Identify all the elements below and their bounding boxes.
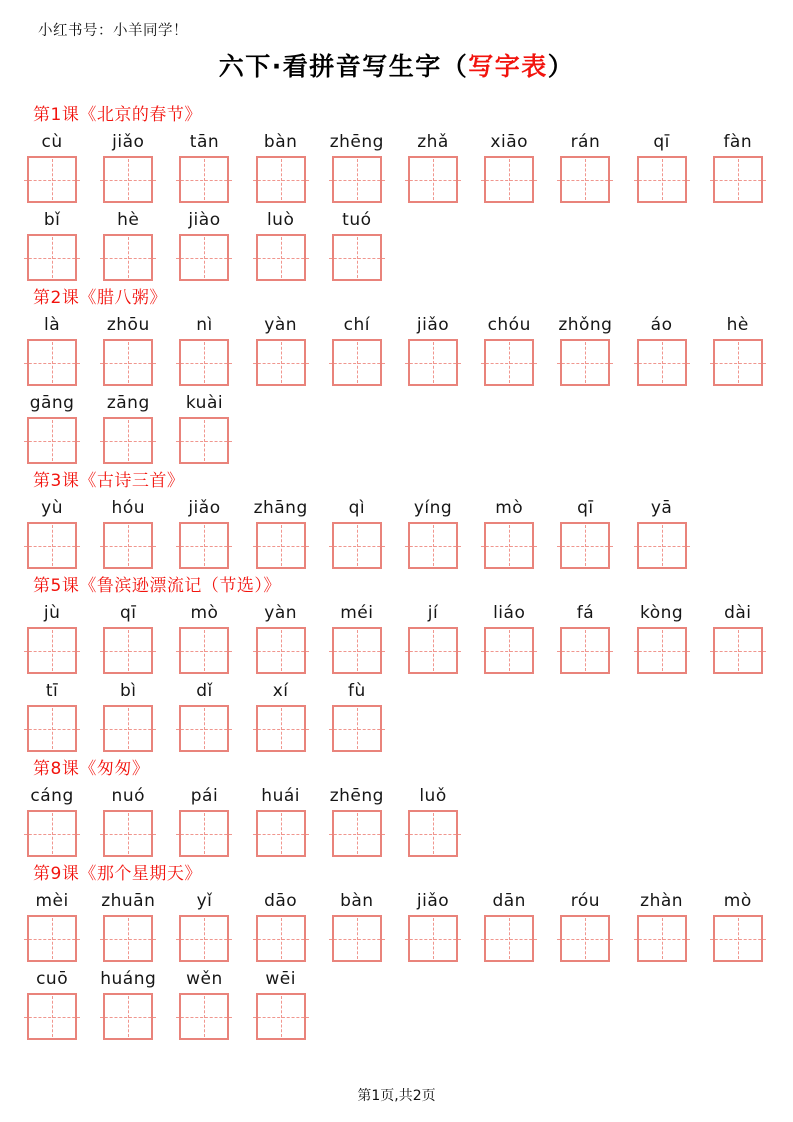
pinyin-label: xí bbox=[272, 681, 289, 701]
pinyin-cell bbox=[547, 603, 623, 674]
char-row bbox=[0, 132, 793, 203]
writing-practice-box bbox=[256, 993, 306, 1040]
char-row bbox=[0, 969, 793, 1040]
lesson-heading: 第2课《腊八粥》 bbox=[33, 288, 167, 308]
writing-practice-box bbox=[637, 627, 687, 674]
writing-practice-box bbox=[484, 522, 534, 569]
pinyin-cell bbox=[14, 969, 90, 1040]
pinyin-cell bbox=[14, 786, 90, 857]
lesson-section bbox=[0, 288, 793, 464]
title-main: 六下·看拼音写生字 bbox=[218, 52, 442, 81]
writing-practice-box bbox=[408, 522, 458, 569]
pinyin-cell bbox=[90, 132, 166, 203]
writing-practice-box bbox=[408, 810, 458, 857]
pinyin-label: nì bbox=[196, 315, 213, 335]
pinyin-label: chóu bbox=[487, 315, 531, 335]
pinyin-cell bbox=[14, 681, 90, 752]
lesson-section bbox=[0, 864, 793, 1040]
pinyin-label: huáng bbox=[100, 969, 157, 989]
writing-practice-box bbox=[332, 705, 382, 752]
pinyin-label: fàn bbox=[723, 132, 753, 152]
pinyin-cell bbox=[624, 603, 700, 674]
writing-practice-box bbox=[179, 339, 229, 386]
writing-practice-box bbox=[484, 156, 534, 203]
pinyin-cell bbox=[90, 603, 166, 674]
section-rows bbox=[0, 603, 793, 752]
pinyin-cell bbox=[243, 210, 319, 281]
pinyin-label: bì bbox=[120, 681, 137, 701]
pinyin-label: luò bbox=[266, 210, 295, 230]
lesson-heading: 第5课《鲁滨逊漂流记（节选）》 bbox=[33, 576, 281, 596]
writing-practice-box bbox=[256, 522, 306, 569]
pinyin-cell bbox=[14, 393, 90, 464]
pinyin-cell bbox=[90, 210, 166, 281]
pinyin-cell bbox=[624, 132, 700, 203]
pinyin-label: luǒ bbox=[419, 786, 447, 806]
pinyin-cell bbox=[14, 498, 90, 569]
writing-practice-box bbox=[256, 705, 306, 752]
pinyin-cell bbox=[624, 315, 700, 386]
writing-practice-box bbox=[713, 915, 763, 962]
pinyin-label: tuó bbox=[342, 210, 372, 230]
account-note: 小红书号：小羊同学！ bbox=[38, 23, 188, 39]
pinyin-cell bbox=[90, 786, 166, 857]
writing-practice-box bbox=[484, 915, 534, 962]
pinyin-label: wēi bbox=[265, 969, 296, 989]
pinyin-cell bbox=[547, 891, 623, 962]
lesson-section bbox=[0, 471, 793, 569]
pinyin-cell bbox=[90, 969, 166, 1040]
pinyin-label: yàn bbox=[264, 315, 298, 335]
pinyin-label: kuài bbox=[185, 393, 224, 413]
pinyin-cell bbox=[166, 132, 242, 203]
pinyin-label: zhǒng bbox=[558, 315, 613, 335]
writing-practice-box bbox=[27, 522, 77, 569]
title-paren-close: ） bbox=[547, 52, 575, 81]
pinyin-label: kòng bbox=[639, 603, 684, 623]
pinyin-cell bbox=[243, 681, 319, 752]
pinyin-cell bbox=[319, 603, 395, 674]
pinyin-label: cáng bbox=[30, 786, 74, 806]
pinyin-cell bbox=[395, 786, 471, 857]
pinyin-cell bbox=[90, 498, 166, 569]
char-row bbox=[0, 891, 793, 962]
pinyin-label: chí bbox=[343, 315, 371, 335]
pinyin-cell bbox=[243, 969, 319, 1040]
pinyin-cell bbox=[14, 891, 90, 962]
lesson-section bbox=[0, 759, 793, 857]
pinyin-cell bbox=[700, 603, 776, 674]
pinyin-label: nuó bbox=[111, 786, 145, 806]
pinyin-label: róu bbox=[570, 891, 601, 911]
pinyin-label: zhōu bbox=[106, 315, 150, 335]
pinyin-label: jù bbox=[43, 603, 61, 623]
writing-practice-box bbox=[637, 522, 687, 569]
pinyin-label: xiāo bbox=[490, 132, 529, 152]
pinyin-label: zhēng bbox=[329, 786, 384, 806]
writing-practice-box bbox=[560, 156, 610, 203]
pinyin-cell bbox=[166, 603, 242, 674]
pinyin-label: cù bbox=[41, 132, 63, 152]
writing-practice-box bbox=[27, 627, 77, 674]
pinyin-label: fá bbox=[576, 603, 595, 623]
pinyin-label: fù bbox=[347, 681, 366, 701]
pinyin-cell bbox=[319, 315, 395, 386]
writing-practice-box bbox=[332, 234, 382, 281]
section-rows bbox=[0, 498, 793, 569]
pinyin-label: rán bbox=[570, 132, 601, 152]
pinyin-label: zhāng bbox=[253, 498, 308, 518]
pinyin-cell bbox=[395, 498, 471, 569]
title-highlight: 写字表 bbox=[468, 52, 548, 81]
writing-practice-box bbox=[256, 339, 306, 386]
char-row bbox=[0, 210, 793, 281]
pinyin-label: jiǎo bbox=[188, 498, 221, 518]
writing-practice-box bbox=[103, 156, 153, 203]
pinyin-label: dān bbox=[492, 891, 526, 911]
section-rows bbox=[0, 786, 793, 857]
pinyin-cell bbox=[547, 498, 623, 569]
pinyin-cell bbox=[319, 498, 395, 569]
pinyin-cell bbox=[471, 498, 547, 569]
pinyin-cell bbox=[243, 498, 319, 569]
title-paren-open: （ bbox=[441, 52, 469, 81]
pinyin-label: méi bbox=[340, 603, 374, 623]
pinyin-label: qī bbox=[653, 132, 670, 152]
pinyin-label: mèi bbox=[35, 891, 69, 911]
writing-practice-box bbox=[179, 705, 229, 752]
writing-practice-box bbox=[332, 810, 382, 857]
pinyin-cell bbox=[471, 315, 547, 386]
writing-practice-box bbox=[256, 810, 306, 857]
pinyin-label: mò bbox=[190, 603, 219, 623]
pinyin-label: dài bbox=[724, 603, 752, 623]
writing-practice-box bbox=[256, 156, 306, 203]
pinyin-cell bbox=[624, 891, 700, 962]
writing-practice-box bbox=[179, 522, 229, 569]
pinyin-cell bbox=[14, 210, 90, 281]
pinyin-label: yǐ bbox=[196, 891, 213, 911]
pinyin-cell bbox=[14, 603, 90, 674]
pinyin-label: zhǎ bbox=[417, 132, 449, 152]
pinyin-cell bbox=[319, 132, 395, 203]
sections bbox=[0, 105, 793, 1040]
pinyin-cell bbox=[166, 681, 242, 752]
pinyin-label: jí bbox=[427, 603, 439, 623]
pinyin-label: hóu bbox=[111, 498, 145, 518]
pinyin-cell bbox=[624, 498, 700, 569]
pinyin-cell bbox=[547, 132, 623, 203]
section-rows bbox=[0, 315, 793, 464]
writing-practice-box bbox=[179, 915, 229, 962]
lesson-heading: 第1课《北京的春节》 bbox=[33, 105, 202, 125]
pinyin-cell bbox=[166, 969, 242, 1040]
pinyin-cell bbox=[395, 891, 471, 962]
pinyin-cell bbox=[700, 132, 776, 203]
pinyin-label: yā bbox=[650, 498, 673, 518]
lesson-heading: 第3课《古诗三首》 bbox=[33, 471, 185, 491]
pinyin-label: cuō bbox=[36, 969, 69, 989]
pinyin-label: zhēng bbox=[329, 132, 384, 152]
pinyin-label: qī bbox=[577, 498, 594, 518]
writing-practice-box bbox=[27, 810, 77, 857]
char-row bbox=[0, 786, 793, 857]
writing-practice-box bbox=[27, 234, 77, 281]
pinyin-cell bbox=[166, 786, 242, 857]
pinyin-cell bbox=[166, 891, 242, 962]
pinyin-cell bbox=[319, 210, 395, 281]
writing-practice-box bbox=[27, 705, 77, 752]
pinyin-cell bbox=[319, 681, 395, 752]
writing-practice-box bbox=[408, 156, 458, 203]
pinyin-label: mò bbox=[723, 891, 752, 911]
writing-practice-box bbox=[332, 915, 382, 962]
pinyin-cell bbox=[471, 132, 547, 203]
writing-practice-box bbox=[27, 417, 77, 464]
pinyin-label: zhuān bbox=[101, 891, 156, 911]
writing-practice-box bbox=[713, 339, 763, 386]
pinyin-cell bbox=[700, 315, 776, 386]
writing-practice-box bbox=[27, 915, 77, 962]
writing-practice-box bbox=[103, 810, 153, 857]
pinyin-label: huái bbox=[261, 786, 300, 806]
pinyin-cell bbox=[547, 315, 623, 386]
section-rows bbox=[0, 891, 793, 1040]
pinyin-label: áo bbox=[650, 315, 673, 335]
pinyin-cell bbox=[395, 603, 471, 674]
pinyin-label: gāng bbox=[29, 393, 75, 413]
writing-practice-box bbox=[637, 156, 687, 203]
pinyin-cell bbox=[395, 132, 471, 203]
lesson-heading: 第8课《匆匆》 bbox=[33, 759, 150, 779]
writing-practice-box bbox=[637, 339, 687, 386]
writing-practice-box bbox=[560, 627, 610, 674]
pinyin-cell bbox=[90, 891, 166, 962]
writing-practice-box bbox=[103, 522, 153, 569]
pinyin-label: jiǎo bbox=[416, 315, 450, 335]
writing-practice-box bbox=[408, 627, 458, 674]
pinyin-cell bbox=[700, 891, 776, 962]
char-row bbox=[0, 315, 793, 386]
writing-practice-box bbox=[332, 627, 382, 674]
pinyin-label: jiào bbox=[188, 210, 221, 230]
pinyin-label: dāo bbox=[264, 891, 298, 911]
pinyin-label: jiǎo bbox=[112, 132, 145, 152]
writing-practice-box bbox=[332, 156, 382, 203]
char-row bbox=[0, 498, 793, 569]
writing-practice-box bbox=[179, 234, 229, 281]
pinyin-cell bbox=[14, 315, 90, 386]
pinyin-label: yíng bbox=[413, 498, 453, 518]
pinyin-cell bbox=[471, 891, 547, 962]
pinyin-label: wěn bbox=[186, 969, 223, 989]
pinyin-cell bbox=[395, 315, 471, 386]
writing-practice-box bbox=[179, 417, 229, 464]
writing-practice-box bbox=[103, 993, 153, 1040]
pinyin-label: bàn bbox=[263, 132, 298, 152]
pinyin-label: hè bbox=[117, 210, 140, 230]
writing-practice-box bbox=[332, 522, 382, 569]
writing-practice-box bbox=[332, 339, 382, 386]
writing-practice-box bbox=[103, 234, 153, 281]
pinyin-cell bbox=[166, 498, 242, 569]
pinyin-label: liáo bbox=[493, 603, 526, 623]
writing-practice-box bbox=[560, 522, 610, 569]
pinyin-label: qì bbox=[348, 498, 366, 518]
pinyin-cell bbox=[243, 786, 319, 857]
pinyin-cell bbox=[243, 891, 319, 962]
writing-practice-box bbox=[27, 156, 77, 203]
pinyin-cell bbox=[90, 681, 166, 752]
page-number: 第1页,共2页 bbox=[357, 1088, 436, 1104]
writing-practice-box bbox=[560, 915, 610, 962]
pinyin-cell bbox=[471, 603, 547, 674]
writing-practice-box bbox=[256, 234, 306, 281]
page-title bbox=[0, 47, 793, 83]
lesson-section bbox=[0, 105, 793, 281]
writing-practice-box bbox=[103, 339, 153, 386]
pinyin-label: mò bbox=[495, 498, 524, 518]
writing-practice-box bbox=[484, 627, 534, 674]
pinyin-label: qī bbox=[120, 603, 137, 623]
writing-practice-box bbox=[484, 339, 534, 386]
pinyin-label: bǐ bbox=[43, 210, 61, 230]
pinyin-label: pái bbox=[190, 786, 219, 806]
writing-practice-box bbox=[713, 156, 763, 203]
pinyin-cell bbox=[14, 132, 90, 203]
char-row bbox=[0, 603, 793, 674]
pinyin-cell bbox=[243, 603, 319, 674]
pinyin-cell bbox=[243, 315, 319, 386]
pinyin-cell bbox=[166, 393, 242, 464]
pinyin-cell bbox=[166, 210, 242, 281]
pinyin-label: hè bbox=[726, 315, 749, 335]
pinyin-cell bbox=[90, 393, 166, 464]
pinyin-cell bbox=[319, 786, 395, 857]
pinyin-label: yù bbox=[41, 498, 64, 518]
pinyin-label: zāng bbox=[106, 393, 150, 413]
pinyin-cell bbox=[319, 891, 395, 962]
writing-practice-box bbox=[179, 156, 229, 203]
writing-practice-box bbox=[179, 993, 229, 1040]
pinyin-cell bbox=[243, 132, 319, 203]
char-row bbox=[0, 393, 793, 464]
writing-practice-box bbox=[256, 915, 306, 962]
pinyin-label: zhàn bbox=[640, 891, 684, 911]
section-rows bbox=[0, 132, 793, 281]
writing-practice-box bbox=[408, 339, 458, 386]
writing-practice-box bbox=[713, 627, 763, 674]
writing-practice-box bbox=[637, 915, 687, 962]
pinyin-label: yàn bbox=[264, 603, 298, 623]
writing-practice-box bbox=[103, 627, 153, 674]
writing-practice-box bbox=[560, 339, 610, 386]
writing-practice-box bbox=[27, 339, 77, 386]
writing-practice-box bbox=[408, 915, 458, 962]
pinyin-label: bàn bbox=[340, 891, 374, 911]
pinyin-label: jiǎo bbox=[416, 891, 450, 911]
writing-practice-box bbox=[256, 627, 306, 674]
writing-practice-box bbox=[103, 417, 153, 464]
pinyin-cell bbox=[90, 315, 166, 386]
pinyin-label: dǐ bbox=[196, 681, 213, 701]
writing-practice-box bbox=[103, 705, 153, 752]
pinyin-label: tī bbox=[45, 681, 59, 701]
writing-practice-box bbox=[179, 627, 229, 674]
char-row bbox=[0, 681, 793, 752]
lesson-heading: 第9课《那个星期天》 bbox=[33, 864, 202, 884]
pinyin-label: là bbox=[44, 315, 61, 335]
pinyin-cell bbox=[166, 315, 242, 386]
writing-practice-box bbox=[103, 915, 153, 962]
writing-practice-box bbox=[27, 993, 77, 1040]
lesson-section bbox=[0, 576, 793, 752]
pinyin-label: tān bbox=[189, 132, 220, 152]
writing-practice-box bbox=[179, 810, 229, 857]
